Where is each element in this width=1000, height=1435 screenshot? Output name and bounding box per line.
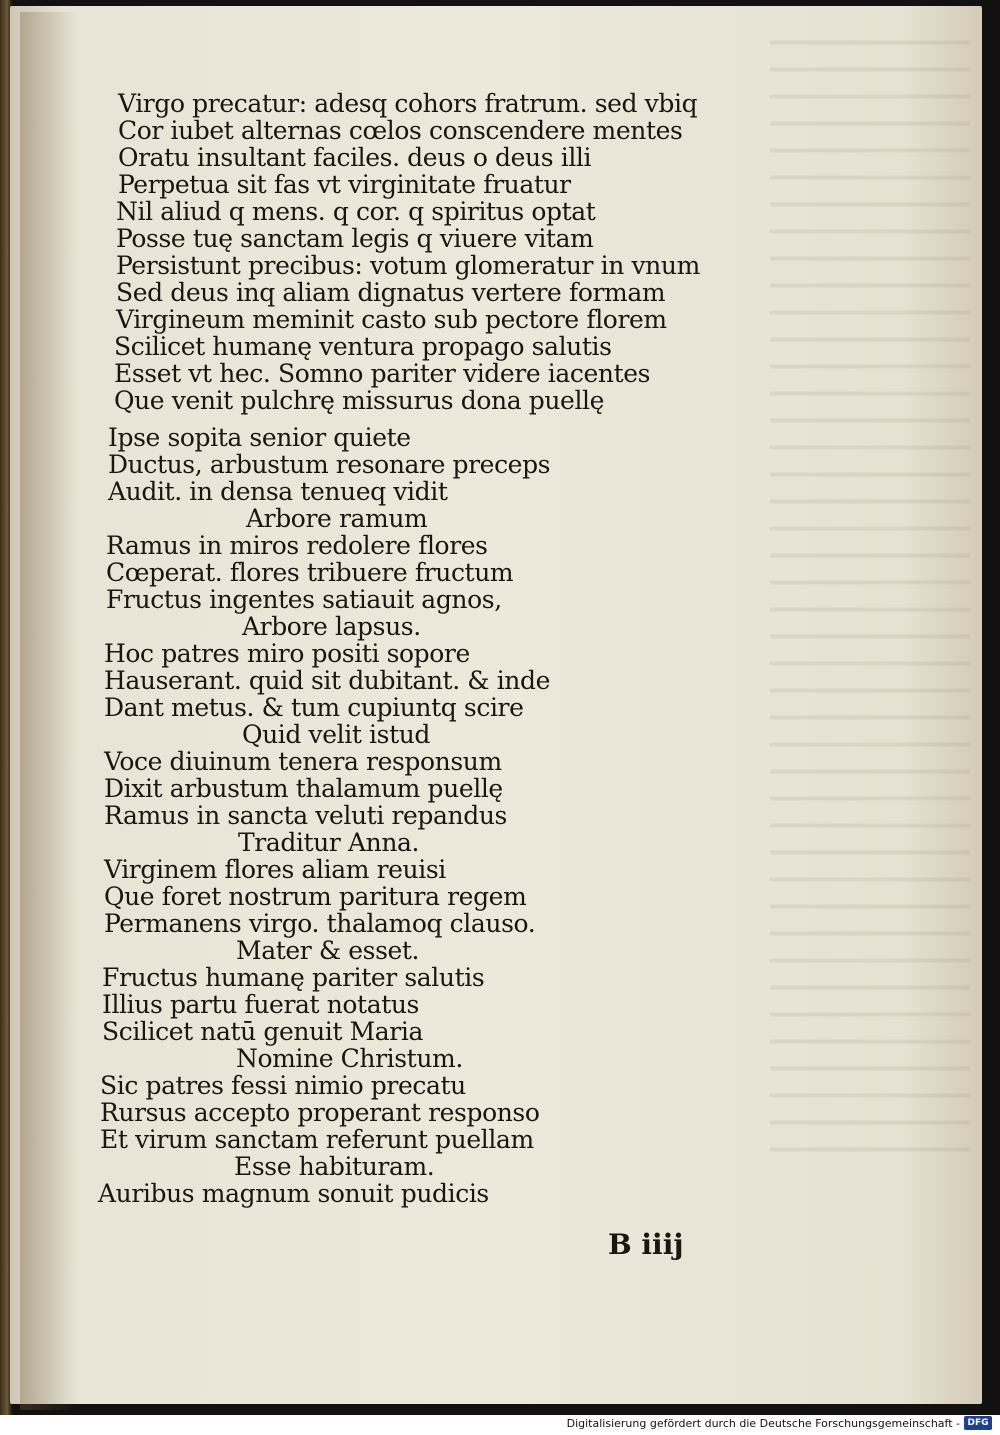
text-line: Ramus in miros redolere flores [106,531,488,560]
text-line: Persistunt precibus: votum glomeratur in vnum [116,251,700,280]
text-line: Permanens virgo. thalamoq clauso. [104,909,536,938]
text-line: Perpetua sit fas vt virginitate fruatur [118,170,571,199]
text-line: Esset vt hec. Somno pariter videre iacentes [114,359,651,388]
text-line: Dant metus. & tum cupiuntq scire [104,693,524,722]
text-line: Virgo precatur: adesq cohors fratrum. sed vbiq [118,89,698,118]
text-line: Dixit arbustum thalamum puellę [104,774,503,803]
text-line: Quid velit istud [242,720,431,749]
text-line: Arbore lapsus. [242,612,421,641]
signature-mark: B iiij [608,1228,684,1261]
dfg-logo-icon: DFG [964,1416,992,1430]
text-line: Nomine Christum. [236,1044,463,1073]
text-line: Esse habituram. [234,1152,435,1181]
text-line: Que venit pulchrę missurus dona puellę [114,386,605,415]
text-line: Scilicet humanę ventura propago salutis [114,332,612,361]
text-line: Scilicet natū genuit Maria [102,1017,423,1046]
text-line: Sic patres fessi nimio precatu [100,1071,466,1100]
text-line: Illius partu fuerat notatus [102,990,419,1019]
text-line: Mater & esset. [236,936,420,965]
text-line: Fructus humanę pariter salutis [102,963,485,992]
text-line: Ipse sopita senior quiete [108,423,411,452]
text-line: Ductus, arbustum resonare preceps [108,450,551,479]
text-line: Hoc patres miro positi sopore [104,639,470,668]
text-line: Sed deus inq aliam dignatus vertere formam [116,278,666,307]
text-line: Traditur Anna. [238,828,420,857]
text-line: Arbore ramum [246,504,428,533]
text-line: Ramus in sancta veluti repandus [104,801,507,830]
text-line: Que foret nostrum paritura regem [104,882,527,911]
text-line: Posse tuę sanctam legis q viuere vitam [116,224,594,253]
text-line: Cœperat. flores tribuere fructum [106,558,514,587]
paper-sheet [10,6,982,1404]
printed-text-block [10,6,982,1404]
text-line: Et virum sanctam referunt puellam [100,1125,534,1154]
text-line: Nil aliud q mens. q cor. q spiritus optat [116,197,596,226]
text-line: Virginem flores aliam reuisi [104,855,446,884]
text-line: Fructus ingentes satiauit agnos, [106,585,502,614]
text-line: Cor iubet alternas cœlos conscendere mentes [118,116,683,145]
text-line: Oratu insultant faciles. deus o deus illi [118,143,592,172]
footer-bar [0,1415,1000,1435]
text-line: Rursus accepto properant responso [100,1098,540,1127]
funding-credit: Digitalisierung gefördert durch die Deutsche Forschungsgemeinschaft - [566,1417,960,1430]
text-line: Hauserant. quid sit dubitant. & inde [104,666,550,695]
text-line: Voce diuinum tenera responsum [104,747,502,776]
text-line: Auribus magnum sonuit pudicis [98,1179,489,1208]
text-line: Audit. in densa tenueq vidit [108,477,448,506]
text-line: Virgineum meminit casto sub pectore florem [116,305,667,334]
